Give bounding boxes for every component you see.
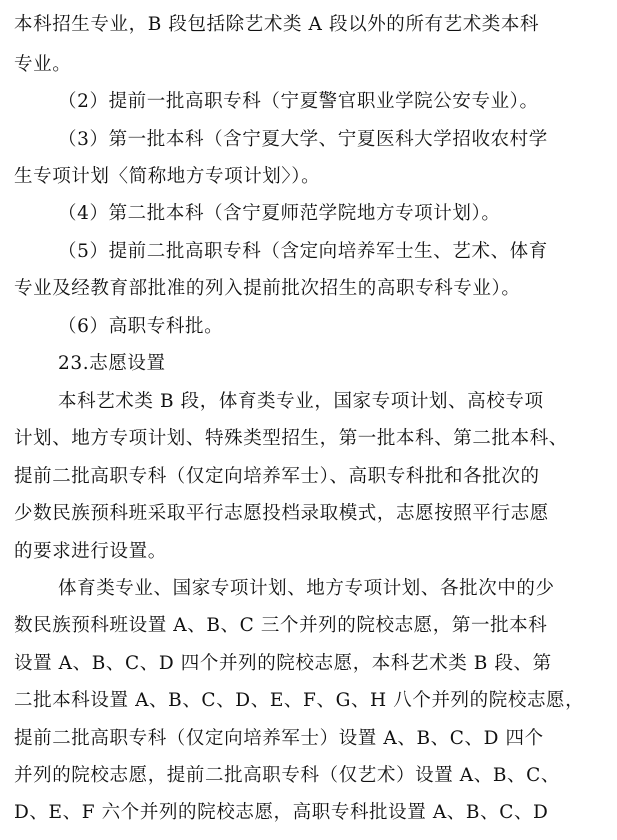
section-heading: 23.志愿设置 [58, 353, 166, 374]
text-line-12: 计划、地方专项计划、特殊类型招生，第一批本科、第二批本科、 [14, 428, 568, 449]
list-item-6: （6）高职专科批。 [58, 316, 224, 337]
text-line-1: 本科招生专业，B 段包括除艺术类 A 段以外的所有艺术类本科 [14, 14, 540, 35]
list-item-3: （3）第一批本科（含宁夏大学、宁夏医科大学招收农村学 [58, 129, 548, 150]
text-line-21: 并列的院校志愿，提前二批高职专科（仅艺术）设置 A、B、C、 [14, 765, 560, 786]
text-line-20: 提前二批高职专科（仅定向培养军士）设置 A、B、C、D 四个 [14, 728, 544, 749]
list-item-2: （2）提前一批高职专科（宁夏警官职业学院公安专业）。 [58, 91, 539, 112]
text-line-13: 提前二批高职专科（仅定向培养军士）、高职专科批和各批次的 [14, 466, 540, 487]
text-line-2: 专业。 [14, 54, 72, 75]
list-item-5: （5）提前二批高职专科（含定向培养军士生、艺术、体育 [58, 241, 548, 262]
text-line-5: 生专项计划〈简称地方专项计划〉）。 [14, 166, 321, 187]
list-item-4: （4）第二批本科（含宁夏师范学院地方专项计划）。 [58, 203, 501, 224]
text-line-17: 数民族预科班设置 A、B、C 三个并列的院校志愿，第一批本科 [14, 615, 548, 636]
text-line-8: 专业及经教育部批准的列入提前批次招生的高职专科专业）。 [14, 278, 521, 299]
text-line-22: D、E、F 六个并列的院校志愿，高职专科批设置 A、B、C、D [14, 802, 549, 823]
text-line-18: 设置 A、B、C、D 四个并列的院校志愿，本科艺术类 B 段、第 [14, 653, 552, 674]
text-line-16: 体育类专业、国家专项计划、地方专项计划、各批次中的少 [58, 578, 555, 599]
text-line-14: 少数民族预科班采取平行志愿投档录取模式，志愿按照平行志愿 [14, 503, 549, 524]
text-line-11: 本科艺术类 B 段，体育类专业，国家专项计划、高校专项 [58, 391, 544, 412]
text-line-19: 二批本科设置 A、B、C、D、E、F、G、H 八个并列的院校志愿， [14, 690, 585, 711]
text-line-15: 的要求进行设置。 [14, 541, 167, 562]
